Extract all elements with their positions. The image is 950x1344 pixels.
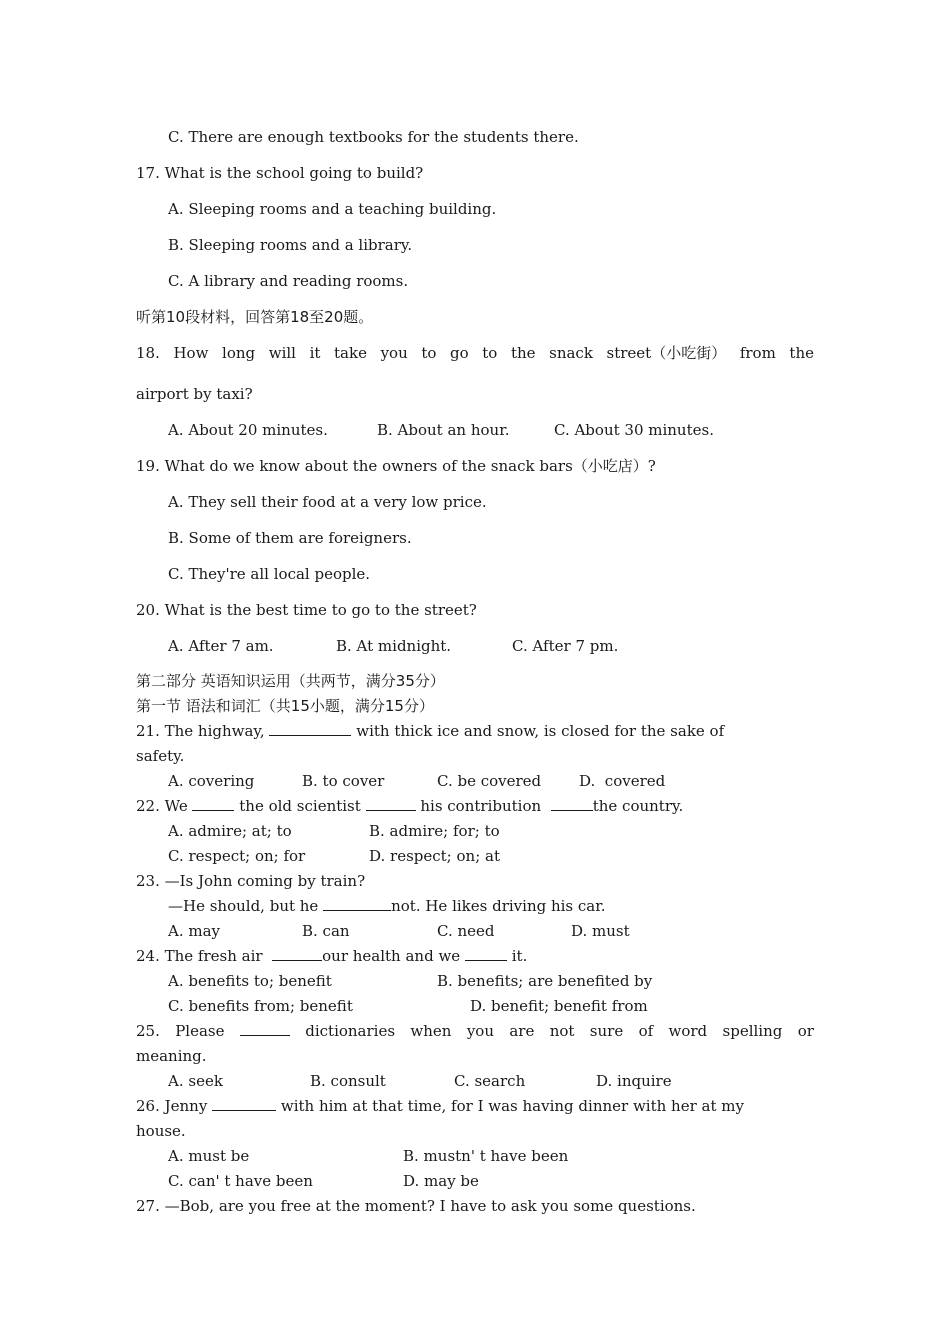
q22-option-b: B. admire; for; to bbox=[369, 822, 500, 840]
q25-option-a: A. seek bbox=[168, 1072, 223, 1090]
answer-blank[interactable] bbox=[465, 946, 507, 961]
q25-word: sure bbox=[589, 1022, 624, 1040]
section1-title: 第一节 语法和词汇（共15小题，满分15分） bbox=[136, 697, 434, 715]
answer-blank[interactable] bbox=[366, 796, 416, 811]
q25-word: are bbox=[509, 1022, 535, 1040]
q25-word: 25. bbox=[136, 1022, 160, 1040]
q20-stem: 20. What is the best time to go to the street? bbox=[136, 601, 477, 619]
q18-option-b: B. About an hour. bbox=[377, 421, 510, 439]
q23-reply-a: —He should, but he bbox=[168, 897, 319, 915]
q18-word: go bbox=[450, 344, 469, 362]
q20-option-b: B. At midnight. bbox=[336, 637, 452, 655]
answer-blank[interactable] bbox=[269, 721, 351, 736]
q23-option-d: D. must bbox=[571, 922, 630, 940]
q24-stem bbox=[136, 946, 527, 966]
q24-stem-a: 24. The fresh air bbox=[136, 947, 263, 965]
answer-blank[interactable] bbox=[212, 1096, 276, 1111]
q23-stem: 23. —Is John coming by train? bbox=[136, 872, 366, 890]
q18-word: to bbox=[421, 344, 437, 362]
q17-option-a: A. Sleeping rooms and a teaching building. bbox=[168, 200, 497, 218]
q24-option-a: A. benefits to; benefit bbox=[168, 972, 332, 990]
q18-word: How bbox=[173, 344, 209, 362]
q22-option-c: C. respect; on; for bbox=[168, 847, 306, 865]
q25-word: spelling bbox=[722, 1022, 783, 1040]
q18-word: to bbox=[482, 344, 498, 362]
q25-option-c: C. search bbox=[454, 1072, 526, 1090]
q26-stem-line2: house. bbox=[136, 1122, 186, 1140]
q18-option-a: A. About 20 minutes. bbox=[168, 421, 328, 439]
q25-word: you bbox=[466, 1022, 494, 1040]
q21-option-c: C. be covered bbox=[437, 772, 542, 790]
q18-word: from bbox=[739, 344, 776, 362]
q18-word: 18. bbox=[136, 344, 160, 362]
q18-word: you bbox=[380, 344, 408, 362]
q27-stem: 27. —Bob, are you free at the moment? I have to ask you some questions. bbox=[136, 1197, 696, 1215]
q22-stem-c: his contribution bbox=[420, 797, 542, 815]
q18-word: the bbox=[510, 344, 536, 362]
q18-word: long bbox=[222, 344, 256, 362]
q19-option-a: A. They sell their food at a very low price. bbox=[168, 493, 487, 511]
q24-option-d: D. benefit; benefit from bbox=[470, 997, 648, 1015]
q25-word: dictionaries bbox=[305, 1022, 396, 1040]
q25-word: of bbox=[638, 1022, 654, 1040]
q25-option-d: D. inquire bbox=[596, 1072, 672, 1090]
section10-instruction: 听第10段材料，回答第18至20题。 bbox=[136, 308, 374, 326]
q23-option-b: B. can bbox=[302, 922, 350, 940]
q25-word: Please bbox=[175, 1022, 225, 1040]
q21-option-a: A. covering bbox=[168, 772, 255, 790]
q21-stem-line2: safety. bbox=[136, 747, 185, 765]
answer-blank[interactable] bbox=[240, 1021, 290, 1036]
q21-stem bbox=[136, 721, 724, 741]
answer-blank[interactable] bbox=[272, 946, 322, 961]
q18-word: take bbox=[334, 344, 367, 362]
q20-option-a: A. After 7 am. bbox=[168, 637, 274, 655]
q23-reply bbox=[168, 896, 606, 916]
q25-option-b: B. consult bbox=[310, 1072, 386, 1090]
q17-stem: 17. What is the school going to build? bbox=[136, 164, 424, 182]
q20-option-c: C. After 7 pm. bbox=[512, 637, 619, 655]
q21-stem-b: with thick ice and snow, is closed for the sake of bbox=[356, 722, 725, 740]
q22-stem-b: the old scientist bbox=[239, 797, 361, 815]
q24-stem-b: our health and we bbox=[322, 947, 461, 965]
q25-stem-line1 bbox=[136, 1021, 814, 1041]
q17-option-c: C. A library and reading rooms. bbox=[168, 272, 409, 290]
q23-reply-b: not. He likes driving his car. bbox=[391, 897, 606, 915]
q26-option-b: B. mustn' t have been bbox=[403, 1147, 569, 1165]
q25-word: when bbox=[410, 1022, 452, 1040]
q22-stem bbox=[136, 796, 683, 816]
q17-option-b: B. Sleeping rooms and a library. bbox=[168, 236, 413, 254]
q22-stem-a: 22. We bbox=[136, 797, 188, 815]
answer-blank[interactable] bbox=[192, 796, 234, 811]
q25-word: word bbox=[668, 1022, 708, 1040]
answer-blank[interactable] bbox=[551, 796, 593, 811]
q26-stem-a: 26. Jenny bbox=[136, 1097, 208, 1115]
q26-stem-b: with him at that time, for I was having dinner with her at my bbox=[280, 1097, 744, 1115]
q22-option-a: A. admire; at; to bbox=[168, 822, 292, 840]
q24-option-c: C. benefits from; benefit bbox=[168, 997, 353, 1015]
q19-stem: 19. What do we know about the owners of the snack bars（小吃店）? bbox=[136, 457, 656, 475]
q19-option-c: C. They're all local people. bbox=[168, 565, 371, 583]
q22-option-d: D. respect; on; at bbox=[369, 847, 500, 865]
q18-word: snack bbox=[549, 344, 593, 362]
q21-stem-a: 21. The highway, bbox=[136, 722, 265, 740]
q25-stem-line2: meaning. bbox=[136, 1047, 207, 1065]
q26-stem bbox=[136, 1096, 744, 1116]
q18-word: will bbox=[268, 344, 296, 362]
q21-option-d: D. covered bbox=[579, 772, 666, 790]
q21-option-b: B. to cover bbox=[302, 772, 385, 790]
q18-option-c: C. About 30 minutes. bbox=[554, 421, 714, 439]
q24-stem-c: it. bbox=[511, 947, 528, 965]
answer-blank[interactable] bbox=[323, 896, 391, 911]
q18-word: the bbox=[789, 344, 814, 362]
q26-option-d: D. may be bbox=[403, 1172, 479, 1190]
q18-word: it bbox=[309, 344, 321, 362]
q18-word: street（小吃街） bbox=[606, 344, 727, 362]
q25-word: not bbox=[549, 1022, 575, 1040]
q25-word: or bbox=[797, 1022, 814, 1040]
part2-title: 第二部分 英语知识运用（共两节，满分35分） bbox=[136, 672, 445, 690]
q23-option-a: A. may bbox=[168, 922, 221, 940]
q26-option-a: A. must be bbox=[168, 1147, 250, 1165]
q18-stem-line1 bbox=[136, 343, 814, 363]
q23-option-c: C. need bbox=[437, 922, 495, 940]
q24-option-b: B. benefits; are benefited by bbox=[437, 972, 653, 990]
q18-stem-line2: airport by taxi? bbox=[136, 385, 253, 403]
q26-option-c: C. can' t have been bbox=[168, 1172, 313, 1190]
q16-option-c: C. There are enough textbooks for the students there. bbox=[168, 128, 579, 146]
q22-stem-d: the country. bbox=[592, 797, 684, 815]
q19-option-b: B. Some of them are foreigners. bbox=[168, 529, 412, 547]
